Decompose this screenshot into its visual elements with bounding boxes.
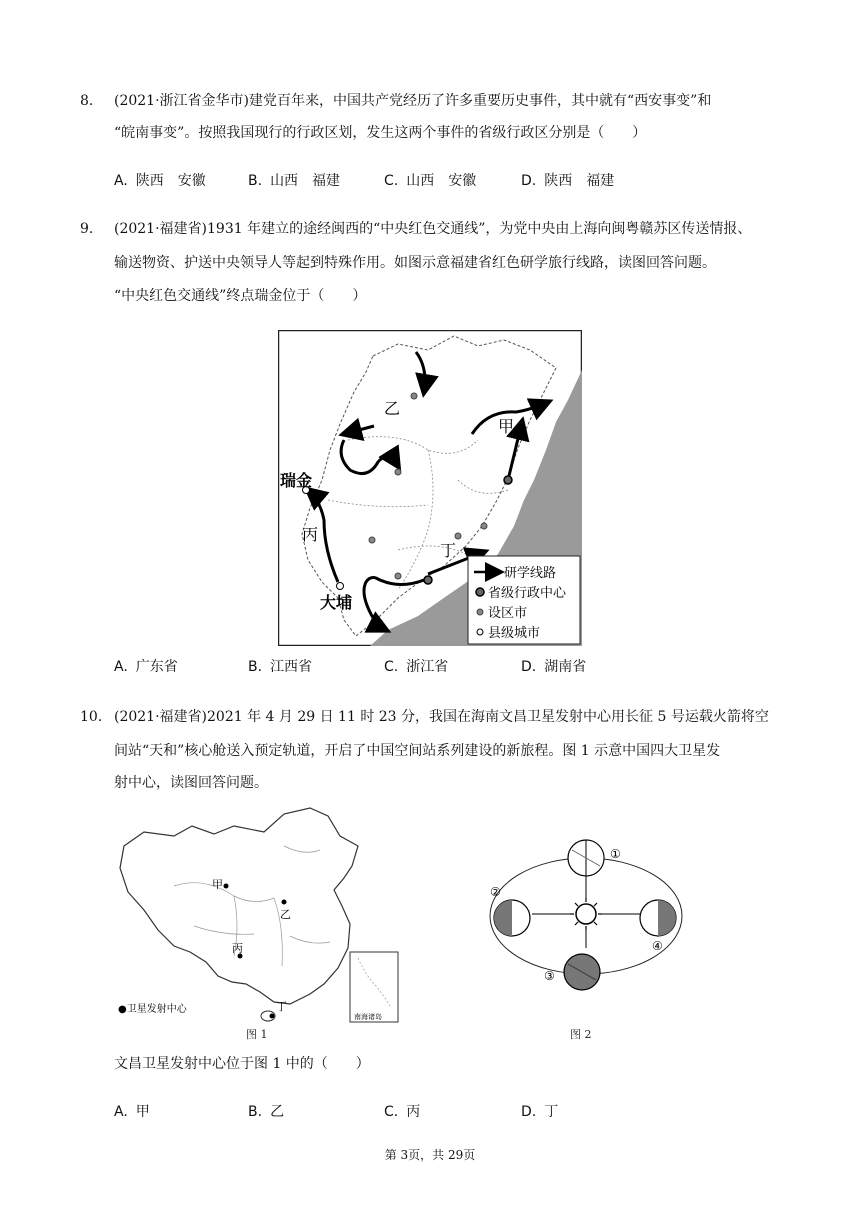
- question-9-option-b: B. 江西省: [248, 659, 313, 675]
- label-jia: 甲: [498, 417, 515, 436]
- question-8-number: 8.: [80, 93, 94, 109]
- legend-route: 研学线路: [504, 566, 557, 581]
- question-9-option-a: A. 广东省: [114, 659, 178, 675]
- fig2-label-2: ②: [490, 885, 501, 899]
- fig2-caption: 图 2: [570, 1028, 592, 1041]
- question-10-text-line2: 间站“天和”核心舱送入预定轨道，开启了中国空间站系列建设的新旅程。图 1 示意中国四大卫星发: [114, 743, 721, 759]
- question-10-option-d: D. 丁: [521, 1104, 559, 1120]
- legend-city: 设区市: [488, 606, 528, 621]
- question-9-option-d: D. 湖南省: [521, 659, 587, 675]
- question-10-option-a: A. 甲: [114, 1104, 150, 1120]
- question-10-text-line3: 射中心，读图回答问题。: [114, 775, 268, 791]
- fig2-label-4: ④: [652, 939, 663, 953]
- question-9-number: 9.: [80, 221, 94, 237]
- fig1-label-jia: 甲: [212, 878, 223, 891]
- question-10-option-c: C. 丙: [384, 1104, 421, 1120]
- label-ruijin: 瑞金: [280, 471, 313, 490]
- question-8-option-a: A. 陕西 安徽: [114, 173, 206, 189]
- label-bing: 丙: [302, 525, 319, 544]
- fig2-label-1: ①: [610, 847, 621, 861]
- question-9-text-line2: 输送物资、护送中央领导人等起到特殊作用。如图示意福建省红色研学旅行线路，读图回答问题。: [114, 255, 716, 271]
- fig1-inset-label: 南海诸岛: [354, 1013, 382, 1021]
- question-10-stem: 文昌卫星发射中心位于图 1 中的（ ）: [114, 1056, 370, 1072]
- question-8-text-line2: “皖南事变”。按照我国现行的行政区划，发生这两个事件的省级行政区分别是（ ）: [114, 125, 647, 141]
- page-footer: 第 3页，共 29页: [384, 1148, 476, 1162]
- label-yi: 乙: [384, 399, 401, 418]
- legend-provincial-center: 省级行政中心: [488, 586, 567, 601]
- earth-position-3: [564, 954, 600, 990]
- fig1-legend: ●卫星发射中心: [118, 1004, 187, 1015]
- question-10-number: 10.: [80, 709, 103, 725]
- china-launch-center-map: [114, 806, 402, 1024]
- fig2-label-3: ③: [544, 969, 555, 983]
- earth-orbit-diagram: [476, 822, 696, 1012]
- question-8-option-c: C. 山西 安徽: [384, 173, 477, 189]
- earth-position-1: [568, 840, 604, 876]
- legend-county: 县级城市: [488, 626, 541, 641]
- china-outline: [120, 808, 358, 1004]
- question-9-text-line3: “中央红色交通线”终点瑞金位于（ ）: [114, 288, 367, 304]
- question-8-option-d: D. 陕西 福建: [521, 173, 615, 189]
- question-9-text-line1: (2021·福建省)1931 年建立的途经闽西的“中央红色交通线”，为党中央由上海向闽粤赣苏区传送情报、: [114, 221, 752, 237]
- question-9-option-c: C. 浙江省: [384, 659, 449, 675]
- question-10-text-line1: (2021·福建省)2021 年 4 月 29 日 11 时 23 分，我国在海南文昌卫星发射中心用长征 5 号运载火箭将空: [114, 709, 769, 725]
- earth-position-2: [494, 900, 530, 936]
- label-ding: 丁: [440, 541, 457, 560]
- question-10-option-b: B. 乙: [248, 1104, 285, 1120]
- earth-position-4: [640, 900, 676, 936]
- fig1-label-bing: 丙: [232, 942, 243, 955]
- fig1-label-ding: 丁: [276, 1000, 287, 1013]
- question-8-text-line1: (2021·浙江省金华市)建党百年来，中国共产党经历了许多重要历史事件，其中就有“西安事变”和: [114, 93, 712, 109]
- fig1-label-yi: 乙: [280, 908, 291, 921]
- question-8-option-b: B. 山西 福建: [248, 173, 341, 189]
- fig1-caption: 图 1: [246, 1028, 268, 1041]
- fujian-route-map: [278, 330, 582, 646]
- label-dapu: 大埔: [320, 593, 353, 612]
- map-legend: [468, 556, 580, 644]
